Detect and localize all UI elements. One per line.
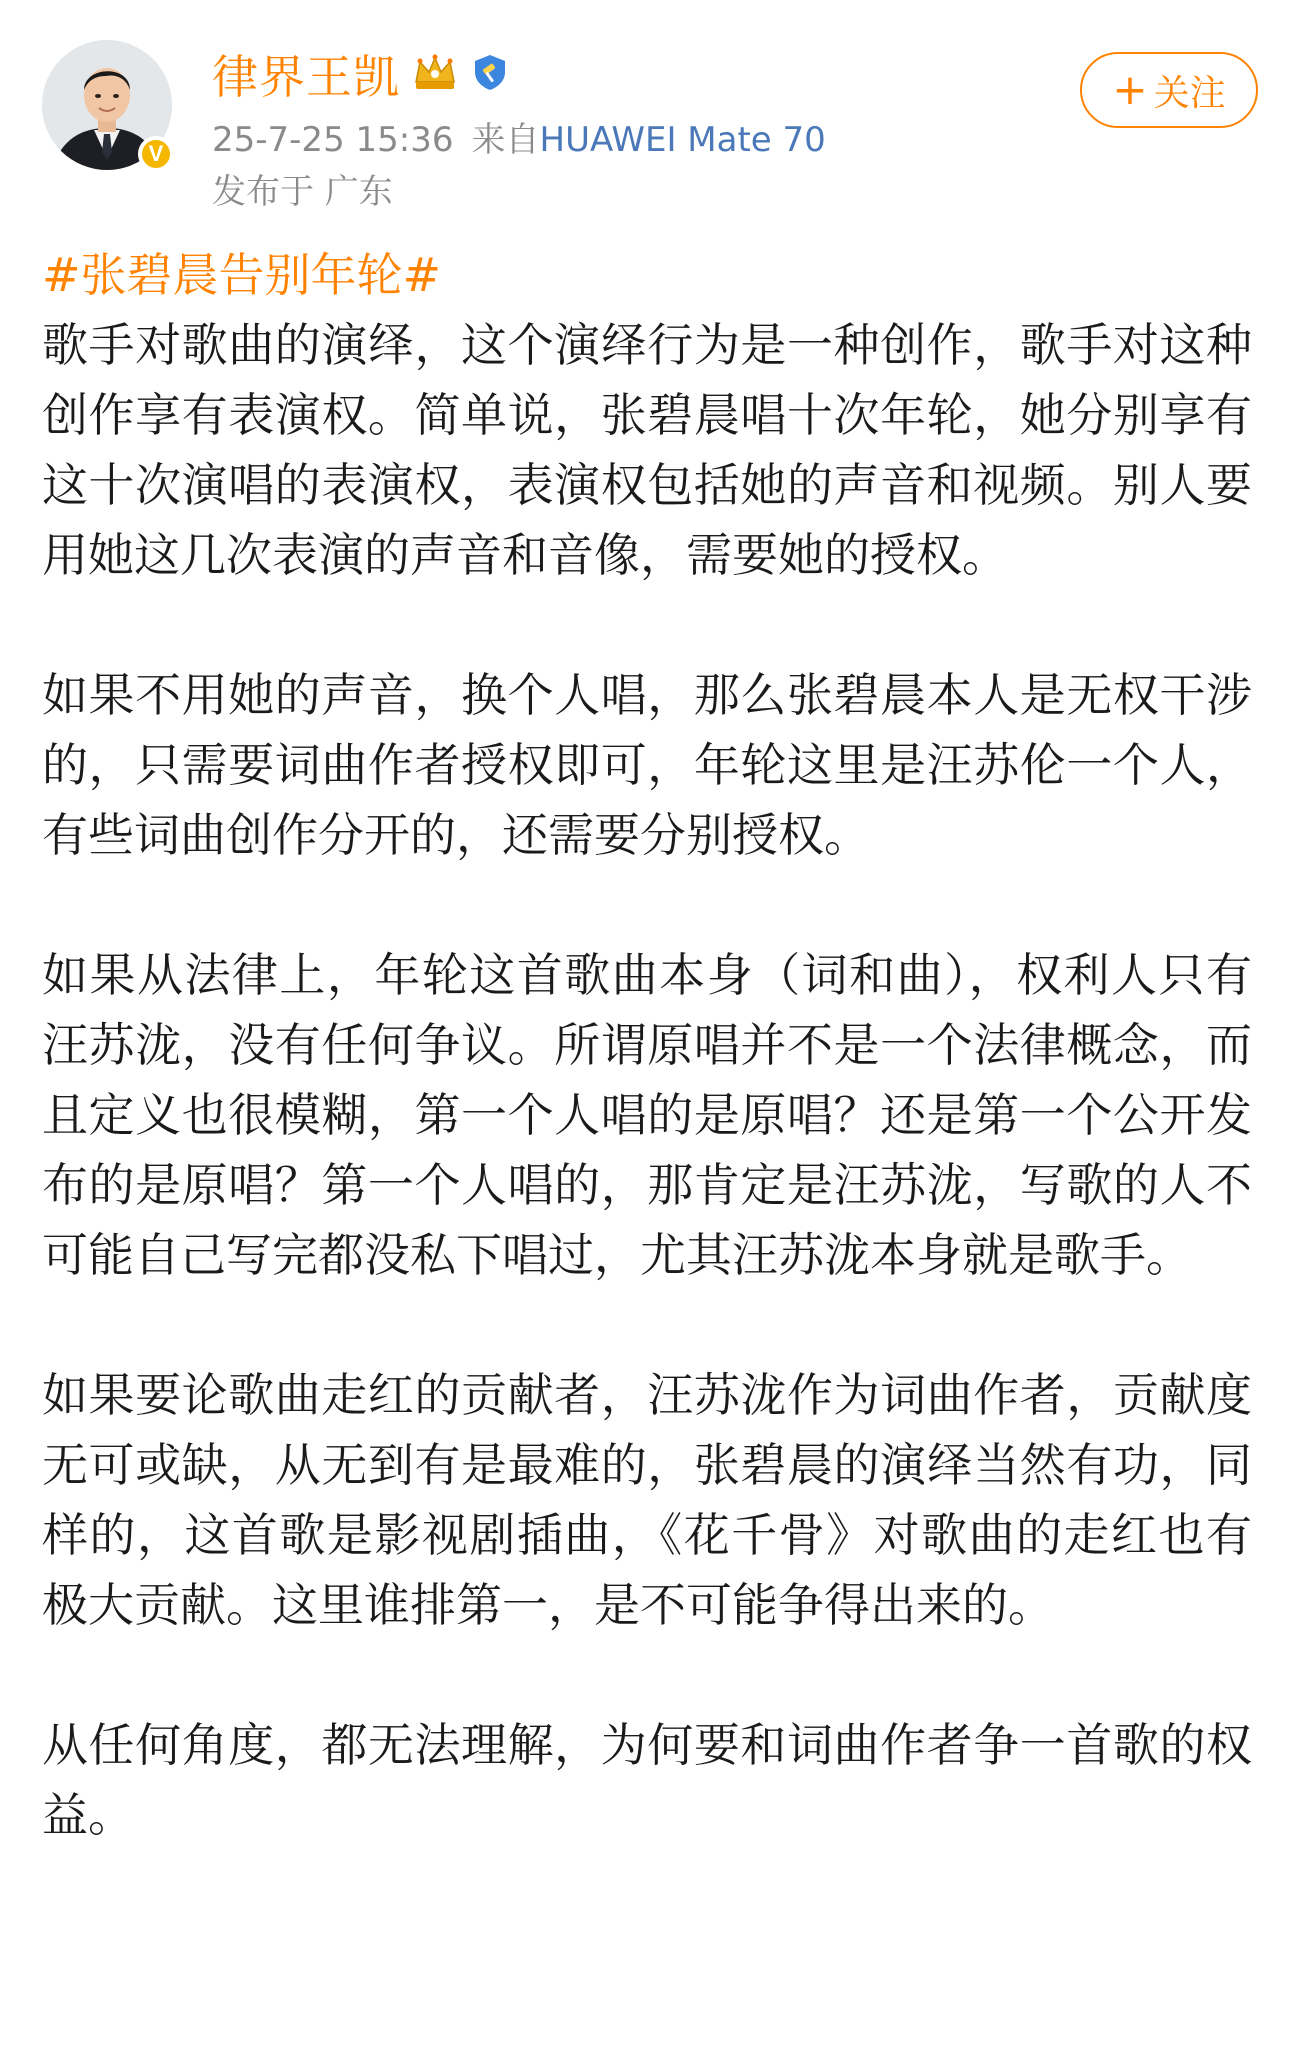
post-meta bbox=[212, 112, 826, 161]
post-timestamp: 25-7-25 15:36 bbox=[212, 120, 454, 160]
crown-icon[interactable] bbox=[412, 52, 458, 96]
author-name[interactable]: 律界王凯 bbox=[212, 50, 400, 104]
post-body bbox=[42, 240, 1252, 1920]
source-prefix: 来自 bbox=[471, 120, 540, 160]
plus-icon: + bbox=[1112, 65, 1148, 114]
post-paragraph: 如果不用她的声音，换个人唱，那么张碧晨本人是无权干涉的，只需要词曲作者授权即可，年轮这里是汪苏伦一个人，有些词曲创作分开的，还需要分别授权。 bbox=[42, 668, 1252, 862]
follow-button[interactable] bbox=[1080, 52, 1258, 128]
verified-badge-icon: V bbox=[138, 136, 174, 172]
hashtag-link[interactable]: #张碧晨告别年轮# bbox=[42, 248, 442, 302]
post-paragraph: 从任何角度，都无法理解，为何要和词曲作者争一首歌的权益。 bbox=[42, 1718, 1252, 1842]
author-row bbox=[212, 44, 510, 104]
post-paragraph: 如果要论歌曲走红的贡献者，汪苏泷作为词曲作者，贡献度无可或缺，从无到有是最难的，张碧晨的演绎当然有功，同样的，这首歌是影视剧插曲，《花千骨》对歌曲的走红也有极大贡献。这里谁排第一，是不可能争得出来的。 bbox=[42, 1368, 1252, 1632]
avatar[interactable] bbox=[42, 40, 172, 170]
post-paragraph: 如果从法律上，年轮这首歌曲本身（词和曲），权利人只有汪苏泷，没有任何争议。所谓原唱并不是一个法律概念，而且定义也很模糊，第一个人唱的是原唱？还是第一个公开发布的是原唱？第一个人唱的，那肯定是汪苏泷，写歌的人不可能自己写完都没私下唱过，尤其汪苏泷本身就是歌手。 bbox=[42, 948, 1252, 1282]
post-paragraph: 歌手对歌曲的演绎，这个演绎行为是一种创作，歌手对这种创作享有表演权。简单说，张碧晨唱十次年轮，她分别享有这十次演唱的表演权，表演权包括她的声音和视频。别人要用她这几次表演的声音和音像，需要她的授权。 bbox=[42, 318, 1252, 582]
post-header bbox=[0, 0, 1290, 212]
follow-label: 关注 bbox=[1153, 72, 1226, 114]
source-device-link[interactable]: HUAWEI Mate 70 bbox=[539, 120, 826, 160]
post-location: 发布于 广东 bbox=[212, 172, 393, 212]
gavel-shield-icon[interactable] bbox=[470, 52, 510, 96]
